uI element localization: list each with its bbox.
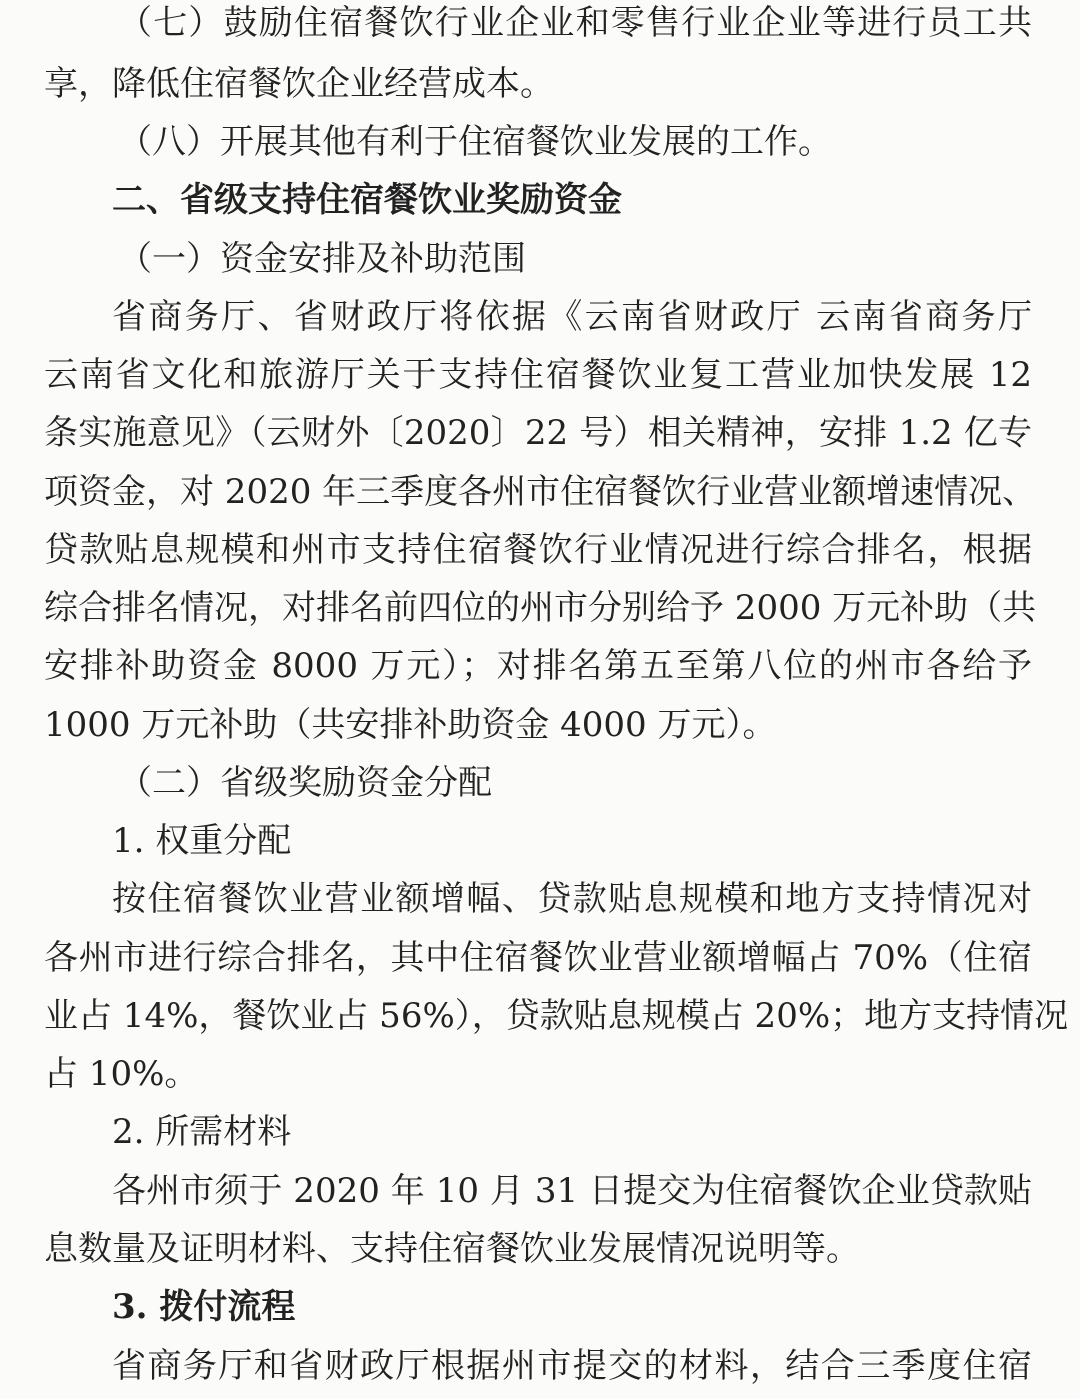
item-heading: 2. 所需材料 xyxy=(112,1112,292,1152)
item-heading: 1. 权重分配 xyxy=(112,821,292,861)
paragraph-line: 安排补助资金 8000 万元）；对排名第五至第八位的州市各给予 xyxy=(44,646,1032,686)
paragraph-line: 按住宿餐饮业营业额增幅、贷款贴息规模和地方支持情况对 xyxy=(112,879,1032,919)
item-heading: 3. 拨付流程 xyxy=(112,1287,296,1327)
paragraph-line: 贷款贴息规模和州市支持住宿餐饮行业情况进行综合排名，根据 xyxy=(44,530,1032,570)
paragraph-line: （八）开展其他有利于住宿餐饮业发展的工作。 xyxy=(118,122,832,162)
paragraph-line: 省商务厅和省财政厅根据州市提交的材料，结合三季度住宿 xyxy=(112,1346,1032,1386)
paragraph-line: 项资金，对 2020 年三季度各州市住宿餐饮行业营业额增速情况、 xyxy=(44,472,1037,512)
paragraph-line: 享，降低住宿餐饮企业经营成本。 xyxy=(44,64,554,104)
paragraph-line: 1000 万元补助（共安排补助资金 4000 万元）。 xyxy=(44,705,777,745)
paragraph-line: 条实施意见》（云财外〔2020〕22 号）相关精神，安排 1.2 亿专 xyxy=(44,413,1032,453)
paragraph-line: 省商务厅、省财政厅将依据《云南省财政厅 云南省商务厅 xyxy=(112,297,1032,337)
section-heading: 二、省级支持住宿餐饮业奖励资金 xyxy=(112,180,622,220)
paragraph-line: 云南省文化和旅游厅关于支持住宿餐饮业复工营业加快发展 12 xyxy=(44,355,1032,395)
paragraph-line: 占 10%。 xyxy=(44,1054,199,1094)
subsection-heading: （二）省级奖励资金分配 xyxy=(118,763,492,803)
paragraph-line: 综合排名情况，对排名前四位的州市分别给予 2000 万元补助（共 xyxy=(44,588,1037,628)
paragraph-line: 各州市进行综合排名，其中住宿餐饮业营业额增幅占 70%（住宿 xyxy=(44,938,1032,978)
paragraph-line: （七）鼓励住宿餐饮行业企业和零售行业企业等进行员工共 xyxy=(118,3,1032,43)
paragraph-line: 息数量及证明材料、支持住宿餐饮业发展情况说明等。 xyxy=(44,1229,860,1269)
paragraph-line: 业占 14%，餐饮业占 56%），贷款贴息规模占 20%；地方支持情况 xyxy=(44,996,1069,1036)
paragraph-line: 各州市须于 2020 年 10 月 31 日提交为住宿餐饮企业贷款贴 xyxy=(112,1171,1032,1211)
subsection-heading: （一）资金安排及补助范围 xyxy=(118,239,526,279)
